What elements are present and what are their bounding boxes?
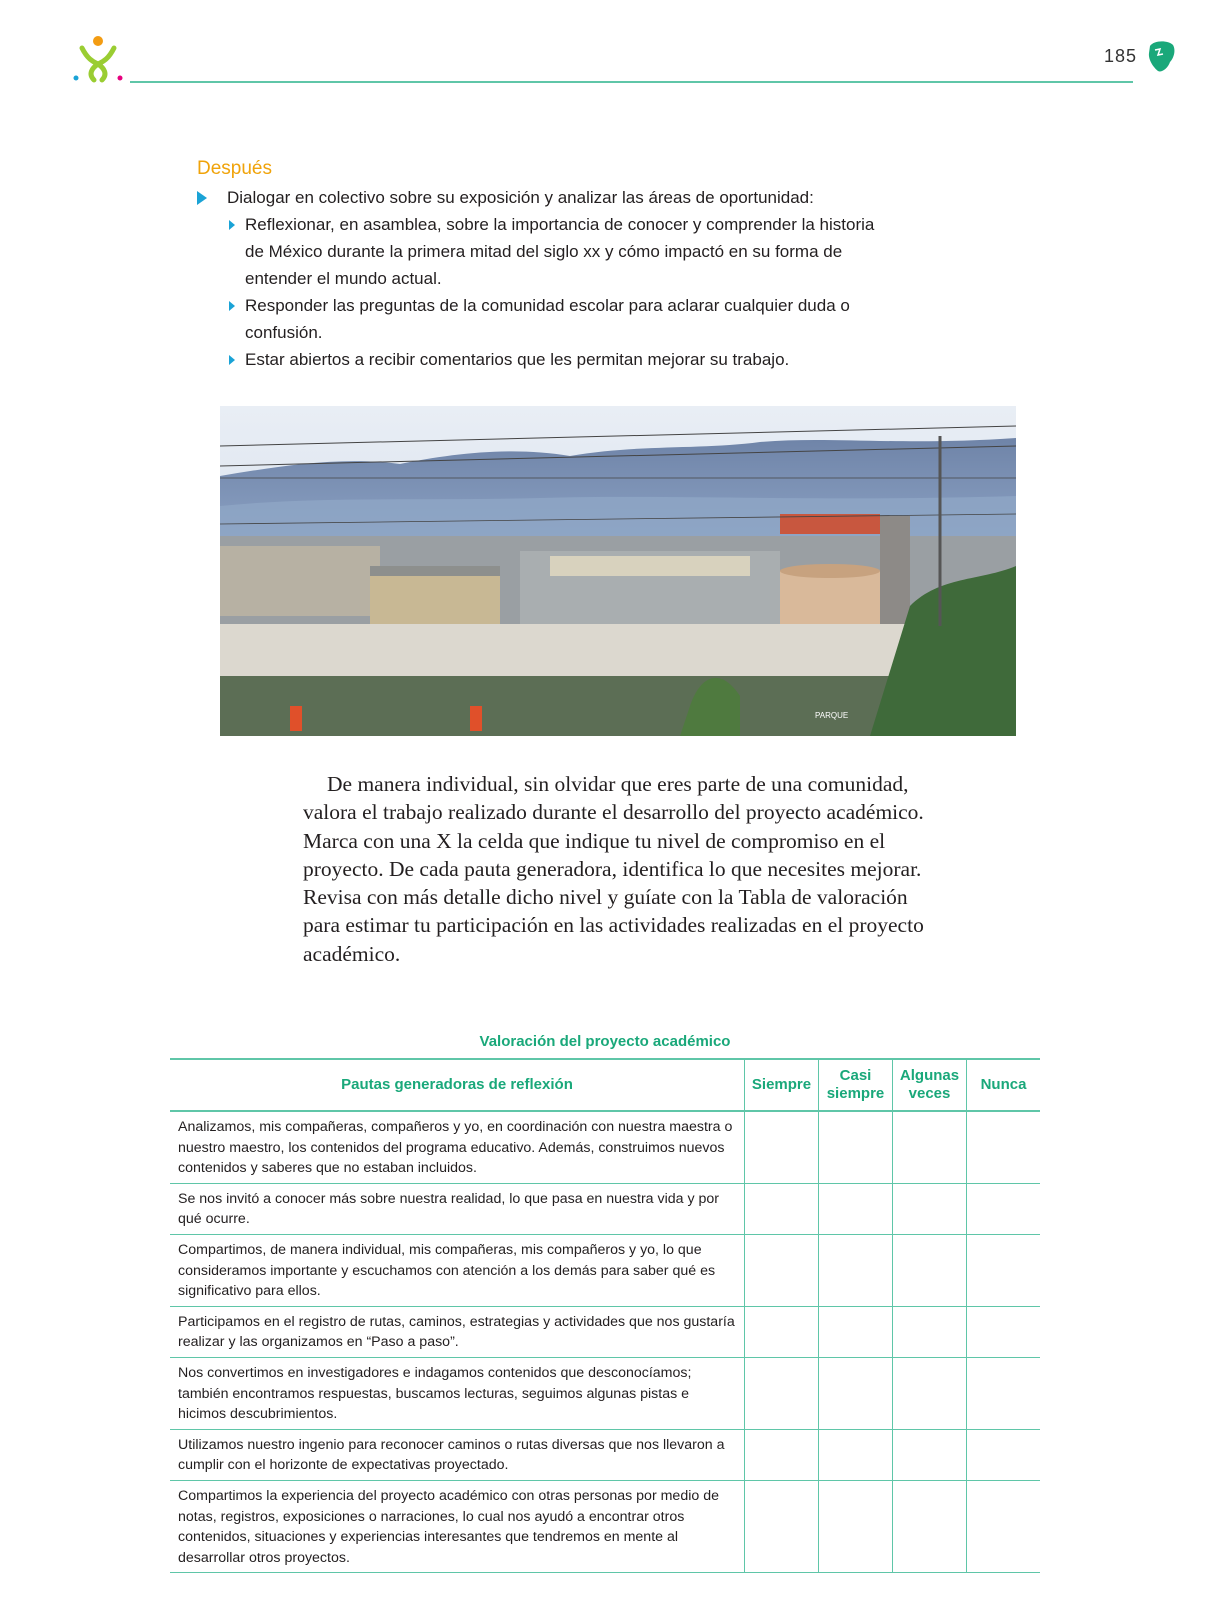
cell-algunas-veces[interactable] xyxy=(893,1306,967,1357)
header-nunca: Nunca xyxy=(967,1059,1041,1111)
table-row xyxy=(170,1429,1040,1480)
cell-siempre[interactable] xyxy=(745,1429,819,1480)
industrial-landscape-photo xyxy=(220,406,1016,736)
despues-section xyxy=(197,158,877,373)
cell-siempre[interactable] xyxy=(745,1306,819,1357)
instruction-paragraph: De manera individual, sin olvidar que eres parte de una comunidad, valora el trabajo realizado durante el desarrollo del proyecto académico. Marca con una X la celda que indique tu nivel de compromiso en el proyecto. De cada pauta generadora, identifica lo que necesites mejorar. Revisa con más detalle dicho nivel y guíate con la Tabla de valoración para estimar tu participación en las actividades realizadas en el proyecto académico. xyxy=(303,772,924,966)
cell-siempre[interactable] xyxy=(745,1234,819,1306)
pauta-text: Compartimos la experiencia del proyecto académico con otras personas por medio de notas, registros, exposiciones o narraciones, lo cual nos ayudó a encontrar otros contenidos, situaciones y experiencias interesantes que tendremos en mente al desarrollar otros proyectos. xyxy=(170,1480,745,1572)
sub-bullet-item xyxy=(197,211,877,292)
pauta-text: Se nos invitó a conocer más sobre nuestra realidad, lo que pasa en nuestra vida y por qué ocurre. xyxy=(170,1183,745,1234)
cell-casi-siempre[interactable] xyxy=(819,1234,893,1306)
table-title: Valoración del proyecto académico xyxy=(479,1033,731,1050)
cell-casi-siempre[interactable] xyxy=(819,1429,893,1480)
cell-nunca[interactable] xyxy=(967,1306,1041,1357)
header-rule xyxy=(130,81,1133,83)
cell-nunca[interactable] xyxy=(967,1429,1041,1480)
cell-siempre[interactable] xyxy=(745,1111,819,1183)
photo-sign: PARQUE xyxy=(815,711,849,720)
cell-algunas-veces[interactable] xyxy=(893,1429,967,1480)
cell-casi-siempre[interactable] xyxy=(819,1357,893,1429)
header-siempre: Siempre xyxy=(745,1059,819,1111)
sub-bullet-item xyxy=(197,346,877,373)
cell-nunca[interactable] xyxy=(967,1183,1041,1234)
table-row xyxy=(170,1111,1040,1183)
cell-nunca[interactable] xyxy=(967,1357,1041,1429)
bullet-item xyxy=(197,184,877,211)
section-title: Después xyxy=(197,158,272,179)
cell-nunca[interactable] xyxy=(967,1234,1041,1306)
cell-algunas-veces[interactable] xyxy=(893,1183,967,1234)
pauta-text: Utilizamos nuestro ingenio para reconocer caminos o rutas diversas que nos llevaron a cumplir con el horizonte de expectativas proyectado. xyxy=(170,1429,745,1480)
table-row xyxy=(170,1234,1040,1306)
sub-bullet-item xyxy=(197,292,877,346)
table-row xyxy=(170,1480,1040,1572)
cell-casi-siempre[interactable] xyxy=(819,1480,893,1572)
triangle-bullet-icon xyxy=(197,191,207,205)
header-pautas: Pautas generadoras de reflexión xyxy=(170,1059,745,1111)
sub-bullet-list xyxy=(197,211,877,373)
cell-algunas-veces[interactable] xyxy=(893,1480,967,1572)
figure-logo-icon xyxy=(72,34,124,84)
table-row xyxy=(170,1306,1040,1357)
triangle-bullet-icon xyxy=(229,355,235,365)
header-algunas-veces: Algunas veces xyxy=(893,1059,967,1111)
table-row xyxy=(170,1183,1040,1234)
header-casi-siempre: Casi siempre xyxy=(819,1059,893,1111)
page-number: 185 xyxy=(1104,46,1138,66)
cell-casi-siempre[interactable] xyxy=(819,1306,893,1357)
sub-bullet-text: Reflexionar, en asamblea, sobre la importancia de conocer y comprender la historia de México durante la primera mitad del siglo xx y cómo impactó en su forma de entender el mundo actual. xyxy=(245,215,875,288)
table-row xyxy=(170,1357,1040,1429)
table-header-row xyxy=(170,1059,1040,1111)
cell-siempre[interactable] xyxy=(745,1357,819,1429)
pauta-text: Analizamos, mis compañeras, compañeros y yo, en coordinación con nuestra maestra o nuestro maestro, los contenidos del programa educativo. Además, construimos nuevos contenidos y saberes que no estaban incluidos. xyxy=(170,1111,745,1183)
green-emblem-icon xyxy=(1146,40,1176,74)
evaluation-table xyxy=(170,1058,1040,1573)
pauta-text: Compartimos, de manera individual, mis compañeras, mis compañeros y yo, lo que consideramos importante y escuchamos con atención a los demás para saber qué es significativo para ellos. xyxy=(170,1234,745,1306)
cell-nunca[interactable] xyxy=(967,1480,1041,1572)
cell-algunas-veces[interactable] xyxy=(893,1357,967,1429)
cell-siempre[interactable] xyxy=(745,1480,819,1572)
cell-nunca[interactable] xyxy=(967,1111,1041,1183)
cell-siempre[interactable] xyxy=(745,1183,819,1234)
bullet-text: Dialogar en colectivo sobre su exposición y analizar las áreas de oportunidad: xyxy=(227,188,814,207)
cell-casi-siempre[interactable] xyxy=(819,1183,893,1234)
pauta-text: Nos convertimos en investigadores e indagamos contenidos que desconocíamos; también encontramos respuestas, buscamos lecturas, seguimos algunas pistas e hicimos descubrimientos. xyxy=(170,1357,745,1429)
cell-casi-siempre[interactable] xyxy=(819,1111,893,1183)
cell-algunas-veces[interactable] xyxy=(893,1234,967,1306)
sub-bullet-text: Responder las preguntas de la comunidad escolar para aclarar cualquier duda o confusión. xyxy=(245,296,850,342)
triangle-bullet-icon xyxy=(229,220,235,230)
triangle-bullet-icon xyxy=(229,301,235,311)
sub-bullet-text: Estar abiertos a recibir comentarios que les permitan mejorar su trabajo. xyxy=(245,350,790,369)
pauta-text: Participamos en el registro de rutas, caminos, estrategias y actividades que nos gustaría realizar y las organizamos en “Paso a paso”. xyxy=(170,1306,745,1357)
cell-algunas-veces[interactable] xyxy=(893,1111,967,1183)
